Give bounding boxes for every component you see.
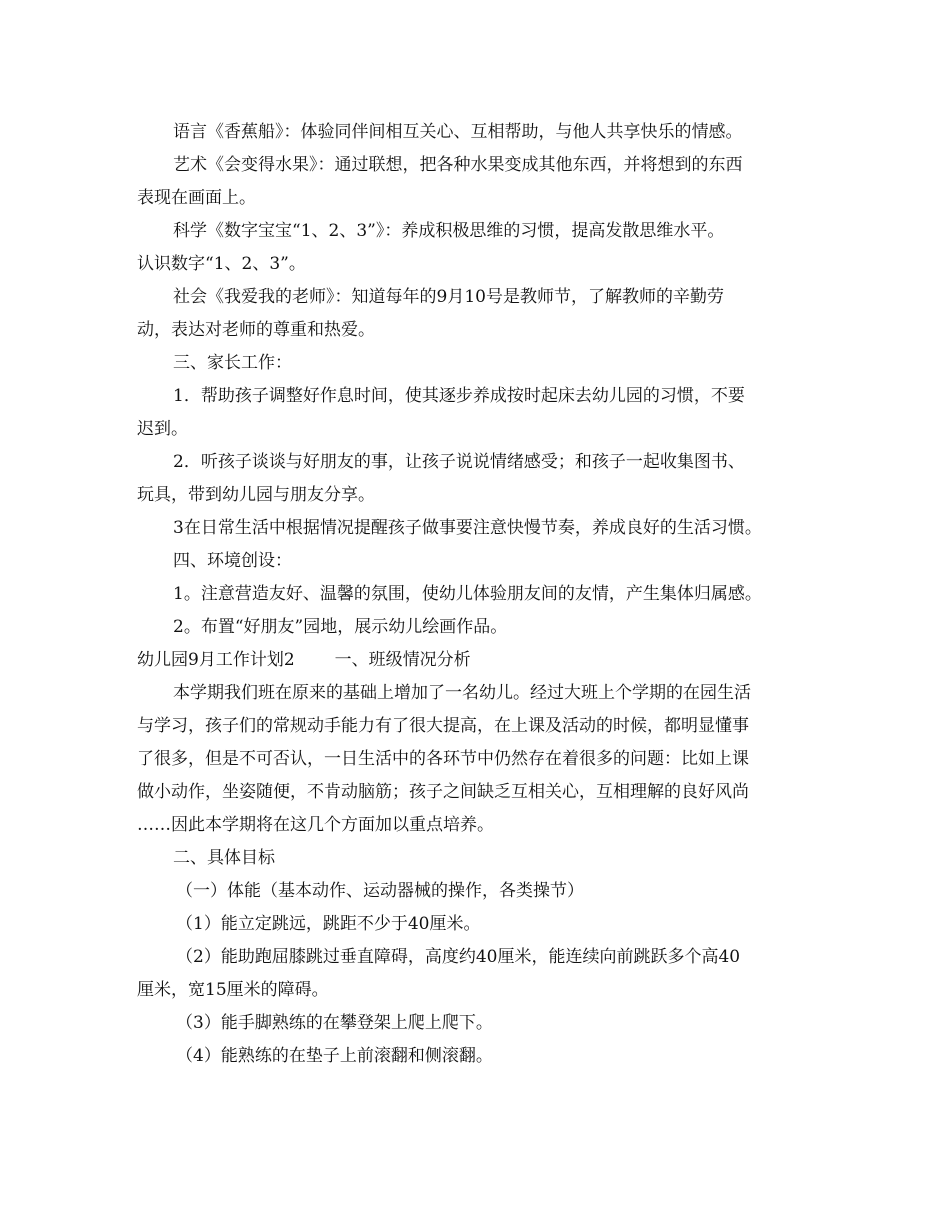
class-analysis-line-2: 与学习，孩子们的常规动手能力有了很大提高，在上课及活动的时候，都明显懂事	[137, 716, 749, 736]
goal-physical-heading: （一）体能（基本动作、运动器械的操作，各类操节）	[176, 881, 584, 901]
heading-parent-work: 三、家长工作：	[173, 353, 292, 373]
paragraph-language: 语言《香蕉船》：体验同伴间相互关心、互相帮助，与他人共享快乐的情感。	[173, 122, 743, 142]
paragraph-society-line-2: 动，表达对老师的尊重和热爱。	[137, 320, 375, 340]
paragraph-society-line-1: 社会《我爱我的老师》：知道每年的9月10号是教师节，了解教师的辛勤劳	[173, 287, 724, 307]
class-analysis-line-3: 了很多，但是不可否认，一日生活中的各环节中仍然存在着很多的问题：比如上课	[137, 749, 749, 769]
environment-item-1: 1。注意营造友好、温馨的氛围，使幼儿体验朋友间的友情，产生集体归属感。	[173, 584, 762, 604]
environment-item-2: 2。布置“好朋友”园地，展示幼儿绘画作品。	[173, 617, 508, 637]
paragraph-science-line-2: 认识数字“1、2、3”。	[137, 254, 306, 274]
section-title: 幼儿园9月工作计划2	[137, 650, 295, 670]
heading-specific-goals: 二、具体目标	[173, 848, 275, 868]
goal-item-2-line-1: （2）能助跑屈膝跳过垂直障碍，高度约40厘米，能连续向前跳跃多个高40	[176, 947, 741, 967]
goal-item-4: （4）能熟练的在垫子上前滚翻和侧滚翻。	[176, 1046, 493, 1066]
class-analysis-line-4: 做小动作，坐姿随便，不肯动脑筋；孩子之间缺乏互相关心，互相理解的良好风尚	[137, 782, 749, 802]
section-heading-line	[137, 650, 471, 672]
class-analysis-line-5: ……因此本学期将在这几个方面加以重点培养。	[137, 815, 494, 835]
parent-item-2-line-1: 2．听孩子谈谈与好朋友的事，让孩子说说情绪感受；和孩子一起收集图书、	[173, 452, 745, 472]
goal-item-3: （3）能手脚熟练的在攀登架上爬上爬下。	[176, 1013, 493, 1033]
class-analysis-line-1: 本学期我们班在原来的基础上增加了一名幼儿。经过大班上个学期的在园生活	[173, 683, 751, 703]
parent-item-1-line-1: 1．帮助孩子调整好作息时间，使其逐步养成按时起床去幼儿园的习惯，不要	[173, 386, 745, 406]
goal-item-1: （1）能立定跳远，跳距不少于40厘米。	[176, 914, 481, 934]
goal-item-2-line-2: 厘米，宽15厘米的障碍。	[137, 980, 329, 1000]
parent-item-1-line-2: 迟到。	[137, 419, 188, 439]
section-subtitle: 一、班级情况分析	[334, 650, 471, 670]
parent-item-3: 3在日常生活中根据情况提醒孩子做事要注意快慢节奏，养成良好的生活习惯。	[173, 518, 762, 538]
parent-item-2-line-2: 玩具，带到幼儿园与朋友分享。	[137, 485, 375, 505]
paragraph-science-line-1: 科学《数字宝宝“1、2、3”》：养成积极思维的习惯，提高发散思维水平。	[173, 221, 725, 241]
heading-environment: 四、环境创设：	[173, 551, 292, 571]
paragraph-art-line-2: 表现在画面上。	[137, 188, 256, 208]
paragraph-art-line-1: 艺术《会变得水果》：通过联想，把各种水果变成其他东西，并将想到的东西	[173, 155, 743, 175]
